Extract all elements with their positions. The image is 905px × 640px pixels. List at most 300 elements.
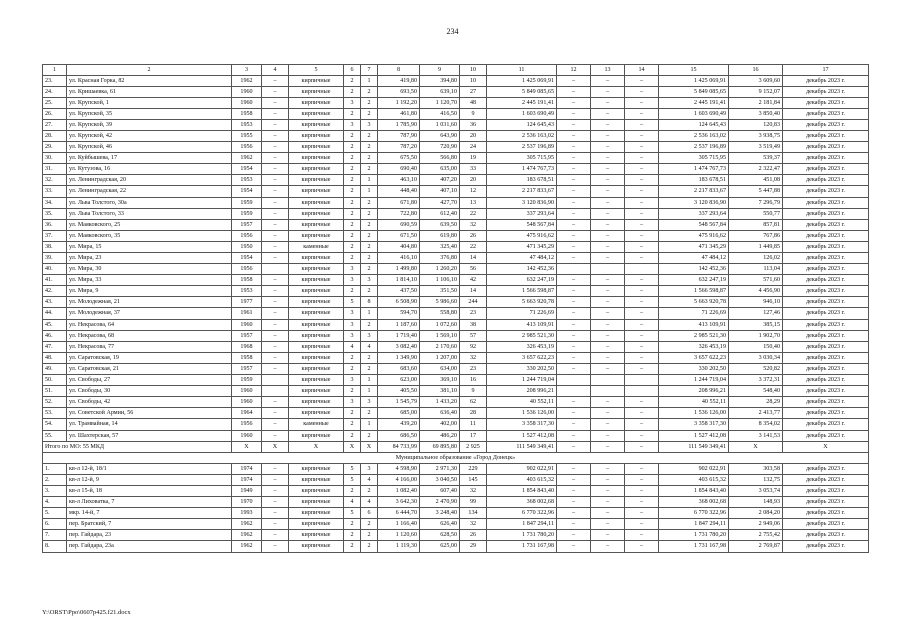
table-cell: 2 (361, 241, 378, 252)
table-cell: кирпичные (289, 308, 344, 319)
table-cell: 6 444,70 (378, 508, 420, 519)
table-cell: – (625, 308, 659, 319)
table-cell: 303,58 (729, 463, 783, 474)
table-cell: 376,80 (420, 253, 460, 264)
table-cell: 2 (361, 219, 378, 230)
table-cell: 71 226,69 (659, 308, 729, 319)
table-cell: – (557, 208, 591, 219)
table-cell: 2 949,06 (729, 519, 783, 530)
table-cell: 2 (344, 175, 361, 186)
table-cell: 1962 (232, 153, 262, 164)
table-cell: кирпичные (289, 86, 344, 97)
table-cell: – (625, 230, 659, 241)
table-cell: – (625, 86, 659, 97)
table-cell: 857,81 (729, 219, 783, 230)
table-cell: 2 084,20 (729, 508, 783, 519)
table-cell: 330 202,50 (487, 363, 557, 374)
table-cell: 2 (344, 164, 361, 175)
table-cell: 11 (487, 65, 557, 76)
table-row (43, 408, 869, 419)
table-cell: 3 657 622,23 (487, 352, 557, 363)
table-cell: 1 031,60 (420, 119, 460, 130)
table-row (43, 119, 869, 130)
table-cell: 1 207,00 (420, 352, 460, 363)
table-cell: – (557, 241, 591, 252)
table-cell: 720,90 (420, 142, 460, 153)
table-cell: 1960 (232, 386, 262, 397)
table-cell: 3 120 836,90 (659, 197, 729, 208)
table-cell: 1961 (232, 308, 262, 319)
table-cell: ул. Трамвайная, 14 (67, 419, 232, 430)
table-cell: – (262, 463, 289, 474)
table-cell: 643,90 (420, 130, 460, 141)
table-row (43, 530, 869, 541)
table-cell: – (262, 485, 289, 496)
table-cell: 33 (460, 164, 487, 175)
table-cell: – (625, 474, 659, 485)
table-cell: 32 (460, 219, 487, 230)
table-cell: 2 971,30 (420, 463, 460, 474)
table-cell: – (262, 286, 289, 297)
table-cell: 722,80 (378, 208, 420, 219)
table-cell: ул. Крупской, 42 (67, 130, 232, 141)
table-cell: – (591, 186, 625, 197)
table-cell: ул. Свободы, 30 (67, 386, 232, 397)
table-cell: 548 567,84 (487, 219, 557, 230)
table-row (43, 497, 869, 508)
table-cell: – (625, 275, 659, 286)
table-cell: 946,10 (729, 297, 783, 308)
table-cell: – (262, 97, 289, 108)
table-cell: 4 (262, 65, 289, 76)
table-cell: 244 (460, 297, 487, 308)
table-cell: кирпичные (289, 530, 344, 541)
table-cell: 2 (344, 153, 361, 164)
table-cell: 134 (460, 508, 487, 519)
table-cell: 51. (43, 386, 67, 397)
table-cell: – (262, 186, 289, 197)
table-cell: 2 (361, 286, 378, 297)
table-cell: 1 120,70 (420, 97, 460, 108)
table-cell: 32 (460, 485, 487, 496)
table-cell: 635,00 (420, 164, 460, 175)
table-cell: кирпичные (289, 164, 344, 175)
table-cell: – (557, 541, 591, 552)
table-row (43, 308, 869, 319)
table-cell: кирпичные (289, 208, 344, 219)
table-cell: 1 566 598,87 (487, 286, 557, 297)
table-cell: кирпичные (289, 474, 344, 485)
table-cell: – (625, 363, 659, 374)
table-cell: 208 996,21 (659, 386, 729, 397)
table-cell: – (557, 275, 591, 286)
table-cell: 1953 (232, 175, 262, 186)
table-cell: – (557, 175, 591, 186)
table-cell: – (262, 408, 289, 419)
table-cell: 16 (460, 375, 487, 386)
table-cell: 126,02 (729, 253, 783, 264)
table-cell: 385,15 (729, 319, 783, 330)
table-cell: декабрь 2023 г. (783, 419, 869, 430)
table-cell: 8 (378, 65, 420, 76)
table-cell: – (591, 142, 625, 153)
table-cell: – (625, 397, 659, 408)
table-cell: – (262, 541, 289, 552)
table-cell: декабрь 2023 г. (783, 119, 869, 130)
table-cell: – (557, 330, 591, 341)
table-cell: 448,40 (378, 186, 420, 197)
table-cell: – (262, 241, 289, 252)
table-cell: 3 (344, 97, 361, 108)
table-cell: 1974 (232, 463, 262, 474)
table-cell: – (625, 286, 659, 297)
table-cell: кирпичные (289, 508, 344, 519)
table-cell: 394,80 (420, 75, 460, 86)
table-cell: 2 (361, 253, 378, 264)
table-cell: – (262, 253, 289, 264)
table-cell: – (591, 219, 625, 230)
table-cell: 4 456,90 (729, 286, 783, 297)
table-cell: 1 854 843,40 (659, 485, 729, 496)
table-cell: 17 (460, 430, 487, 441)
table-cell: 40. (43, 264, 67, 275)
table-cell: кирпичные (289, 519, 344, 530)
table-cell: 1 (361, 186, 378, 197)
table-row (43, 75, 869, 86)
table-row (43, 319, 869, 330)
table-cell: 612,40 (420, 208, 460, 219)
table-cell: 55. (43, 430, 67, 441)
table-cell: 2 (344, 142, 361, 153)
table-cell: – (557, 253, 591, 264)
table-cell: – (557, 286, 591, 297)
table-cell: декабрь 2023 г. (783, 253, 869, 264)
table-cell: – (625, 108, 659, 119)
table-cell: 2 (361, 430, 378, 441)
table-cell: X (289, 441, 344, 452)
table-cell: 1956 (232, 264, 262, 275)
table-cell: 558,80 (420, 308, 460, 319)
table-cell: 1964 (232, 408, 262, 419)
table-cell: – (557, 463, 591, 474)
table-cell: – (591, 164, 625, 175)
table-cell: – (262, 219, 289, 230)
table-cell: декабрь 2023 г. (783, 541, 869, 552)
table-cell: – (262, 230, 289, 241)
table-cell: – (625, 164, 659, 175)
table-cell: ул. Советской Армии, 56 (67, 408, 232, 419)
table-cell: 3 (344, 397, 361, 408)
table-cell: 2 322,47 (729, 164, 783, 175)
table-cell: кирпичные (289, 485, 344, 496)
table-cell: 2 (344, 230, 361, 241)
table-cell: кирпичные (289, 430, 344, 441)
table-cell (262, 264, 289, 275)
table-cell: 69 895,80 (420, 441, 460, 452)
table-cell: кирпичные (289, 219, 344, 230)
table-cell: 337 293,64 (659, 208, 729, 219)
table-cell: 3 (344, 319, 361, 330)
table-cell: 36 (460, 119, 487, 130)
table-cell: 124 645,43 (659, 119, 729, 130)
table-cell: 2 536 163,02 (659, 130, 729, 141)
table-cell: 3 372,31 (729, 375, 783, 386)
table-cell: 1 474 767,73 (659, 164, 729, 175)
table-row (43, 142, 869, 153)
table-cell: 1 244 719,04 (659, 375, 729, 386)
table-cell: 47 484,12 (487, 253, 557, 264)
table-cell: пер. Братский, 7 (67, 519, 232, 530)
table-cell: 1954 (232, 253, 262, 264)
table-cell: – (591, 397, 625, 408)
table-cell: ул. Красная Горка, 82 (67, 75, 232, 86)
table-cell: 675,50 (378, 153, 420, 164)
table-cell: 548,40 (729, 386, 783, 397)
table-cell: 2 (344, 363, 361, 374)
table-cell (557, 386, 591, 397)
table-cell: – (591, 130, 625, 141)
table-cell: – (557, 297, 591, 308)
table-cell: 53. (43, 408, 67, 419)
table-cell: 693,50 (378, 86, 420, 97)
table-cell: декабрь 2023 г. (783, 275, 869, 286)
table-cell: 15 (659, 65, 729, 76)
table-cell: 407,10 (420, 186, 460, 197)
table-cell: 48. (43, 352, 67, 363)
table-cell: 1955 (232, 130, 262, 141)
table-cell: 5 849 085,65 (659, 86, 729, 97)
table-cell: 787,20 (378, 142, 420, 153)
table-cell (557, 264, 591, 275)
table-cell: – (557, 319, 591, 330)
table-cell: 2 (361, 142, 378, 153)
table-cell: 1 731 167,98 (487, 541, 557, 552)
table-cell: 113,04 (729, 264, 783, 275)
table-cell: – (557, 341, 591, 352)
table-cell: ул. Крупской, 46 (67, 142, 232, 153)
table-cell: 229 (460, 463, 487, 474)
table-cell: ул. Мира, 30 (67, 264, 232, 275)
table-cell: 2 (344, 108, 361, 119)
section-heading-row (43, 452, 869, 463)
table-cell: 671,80 (378, 197, 420, 208)
table-cell: – (262, 275, 289, 286)
table-cell: 1 425 069,91 (659, 75, 729, 86)
table-cell: – (625, 463, 659, 474)
table-cell: кирпичные (289, 130, 344, 141)
table-cell: 1968 (232, 341, 262, 352)
table-cell: 132,75 (729, 474, 783, 485)
table-cell: 1956 (232, 142, 262, 153)
table-row (43, 97, 869, 108)
table-cell: 41. (43, 275, 67, 286)
table-cell: ул. Мира, 15 (67, 241, 232, 252)
table-cell: 1 082,40 (378, 485, 420, 496)
table-cell: Итого по МО: 55 МКД (43, 441, 232, 452)
table-cell: каменные (289, 241, 344, 252)
table-body (43, 65, 869, 553)
table-cell: 8. (43, 541, 67, 552)
table-cell: 3 (361, 463, 378, 474)
table-cell: 1956 (232, 419, 262, 430)
table-cell: – (625, 253, 659, 264)
table-cell: декабрь 2023 г. (783, 397, 869, 408)
table-cell: 427,70 (420, 197, 460, 208)
table-cell: 634,00 (420, 363, 460, 374)
table-cell: 1 847 294,11 (487, 519, 557, 530)
table-cell: 1 187,60 (378, 319, 420, 330)
table-cell: – (262, 175, 289, 186)
table-cell: 19 (460, 153, 487, 164)
table-cell: 550,77 (729, 208, 783, 219)
table-cell: декабрь 2023 г. (783, 352, 869, 363)
table-cell: – (591, 474, 625, 485)
table-cell (625, 375, 659, 386)
table-cell: 111 549 349,41 (487, 441, 557, 452)
table-cell (591, 375, 625, 386)
table-cell: 1957 (232, 330, 262, 341)
table-cell: 2 (344, 186, 361, 197)
table-cell: 17 (783, 65, 869, 76)
table-cell: 12 (557, 65, 591, 76)
table-cell: – (557, 397, 591, 408)
table-cell: 628,50 (420, 530, 460, 541)
table-cell: 2 (344, 86, 361, 97)
table-cell: 124 645,43 (487, 119, 557, 130)
table-cell: – (591, 153, 625, 164)
table-cell: 1 449,85 (729, 241, 783, 252)
table-cell: – (591, 241, 625, 252)
table-cell: X (729, 441, 783, 452)
table-cell: кирпичные (289, 297, 344, 308)
table-cell: 23. (43, 75, 67, 86)
table-cell: – (591, 297, 625, 308)
table-cell: 57 (460, 330, 487, 341)
table-cell: 381,10 (420, 386, 460, 397)
table-cell: 639,50 (420, 219, 460, 230)
table-cell: 1953 (232, 286, 262, 297)
table-cell: 26 (460, 530, 487, 541)
table-cell: декабрь 2023 г. (783, 241, 869, 252)
table-cell: декабрь 2023 г. (783, 319, 869, 330)
table-cell: – (625, 430, 659, 441)
table-cell: 2 (361, 86, 378, 97)
table-cell: ул. Свободы, 27 (67, 375, 232, 386)
table-cell: 26 (460, 230, 487, 241)
table-cell: – (557, 308, 591, 319)
table-cell: 142 452,36 (659, 264, 729, 275)
table-cell: – (262, 142, 289, 153)
table-cell: 1 603 690,49 (487, 108, 557, 119)
table-cell: 3 030,34 (729, 352, 783, 363)
table-cell: 619,80 (420, 230, 460, 241)
table-cell: 2 985 521,30 (659, 330, 729, 341)
table-cell: 2 (361, 319, 378, 330)
table-cell: 27 (460, 86, 487, 97)
table-cell: 2 925 (460, 441, 487, 452)
table-cell: 325,40 (420, 241, 460, 252)
total-row (43, 441, 869, 452)
table-cell: декабрь 2023 г. (783, 375, 869, 386)
table-cell: – (557, 119, 591, 130)
table-cell: 2 445 191,41 (659, 97, 729, 108)
table-cell: – (557, 86, 591, 97)
table-cell (625, 386, 659, 397)
table-cell: кв-л Лиховатка, 7 (67, 497, 232, 508)
table-cell: 5 663 920,78 (487, 297, 557, 308)
table-cell: 3 (361, 275, 378, 286)
table-cell: – (591, 330, 625, 341)
table-cell: 45. (43, 319, 67, 330)
table-cell: 50. (43, 375, 67, 386)
table-cell: кв-л 15-й, 18 (67, 485, 232, 496)
table-cell: 3 609,60 (729, 75, 783, 86)
table-cell: 6 508,90 (378, 297, 420, 308)
table-cell: 1954 (232, 186, 262, 197)
table-cell: – (557, 130, 591, 141)
table-cell: 99 (460, 497, 487, 508)
table-cell: 1 120,60 (378, 530, 420, 541)
table-cell: 46. (43, 330, 67, 341)
table-cell: – (625, 330, 659, 341)
table-cell: 1 545,79 (378, 397, 420, 408)
table-cell: 52. (43, 397, 67, 408)
table-cell: 43. (43, 297, 67, 308)
table-cell: 142 452,36 (487, 264, 557, 275)
table-cell: 183 678,51 (659, 175, 729, 186)
table-cell: 305 715,95 (487, 153, 557, 164)
table-cell: – (262, 86, 289, 97)
table-cell: 32 (460, 519, 487, 530)
table-cell: – (625, 341, 659, 352)
table-cell: 625,00 (420, 541, 460, 552)
table-cell: 6 770 322,96 (659, 508, 729, 519)
table-cell: декабрь 2023 г. (783, 153, 869, 164)
table-cell: 1 (361, 175, 378, 186)
table-cell: кирпичные (289, 197, 344, 208)
table-cell: декабрь 2023 г. (783, 485, 869, 496)
table-cell: 1 536 126,00 (659, 408, 729, 419)
table-cell: 337 293,64 (487, 208, 557, 219)
table-cell: 2 (361, 541, 378, 552)
table-cell: декабрь 2023 г. (783, 219, 869, 230)
table-row (43, 430, 869, 441)
table-cell: кирпичные (289, 75, 344, 86)
table-cell: – (625, 186, 659, 197)
table-cell: ул. Кутузова, 16 (67, 164, 232, 175)
table-cell: 1 854 843,40 (487, 485, 557, 496)
table-cell: ул. Молодежная, 37 (67, 308, 232, 319)
table-cell: 1 499,80 (378, 264, 420, 275)
table-cell: 1 847 294,11 (659, 519, 729, 530)
table-cell: 1950 (232, 241, 262, 252)
table-cell: ул. Ленинградская, 20 (67, 175, 232, 186)
table-cell: мкр. 14-й, 7 (67, 508, 232, 519)
table-cell: – (625, 408, 659, 419)
table-cell: – (625, 119, 659, 130)
table-cell: X (783, 441, 869, 452)
table-cell: 2 (344, 541, 361, 552)
table-cell: 9 (420, 65, 460, 76)
table-cell: – (262, 308, 289, 319)
table-cell: 34. (43, 197, 67, 208)
table-cell: 2 181,84 (729, 97, 783, 108)
table-row (43, 130, 869, 141)
page-number: 234 (446, 27, 459, 36)
table-cell: 10 (460, 65, 487, 76)
table-cell: – (625, 208, 659, 219)
table-cell: кирпичные (289, 253, 344, 264)
